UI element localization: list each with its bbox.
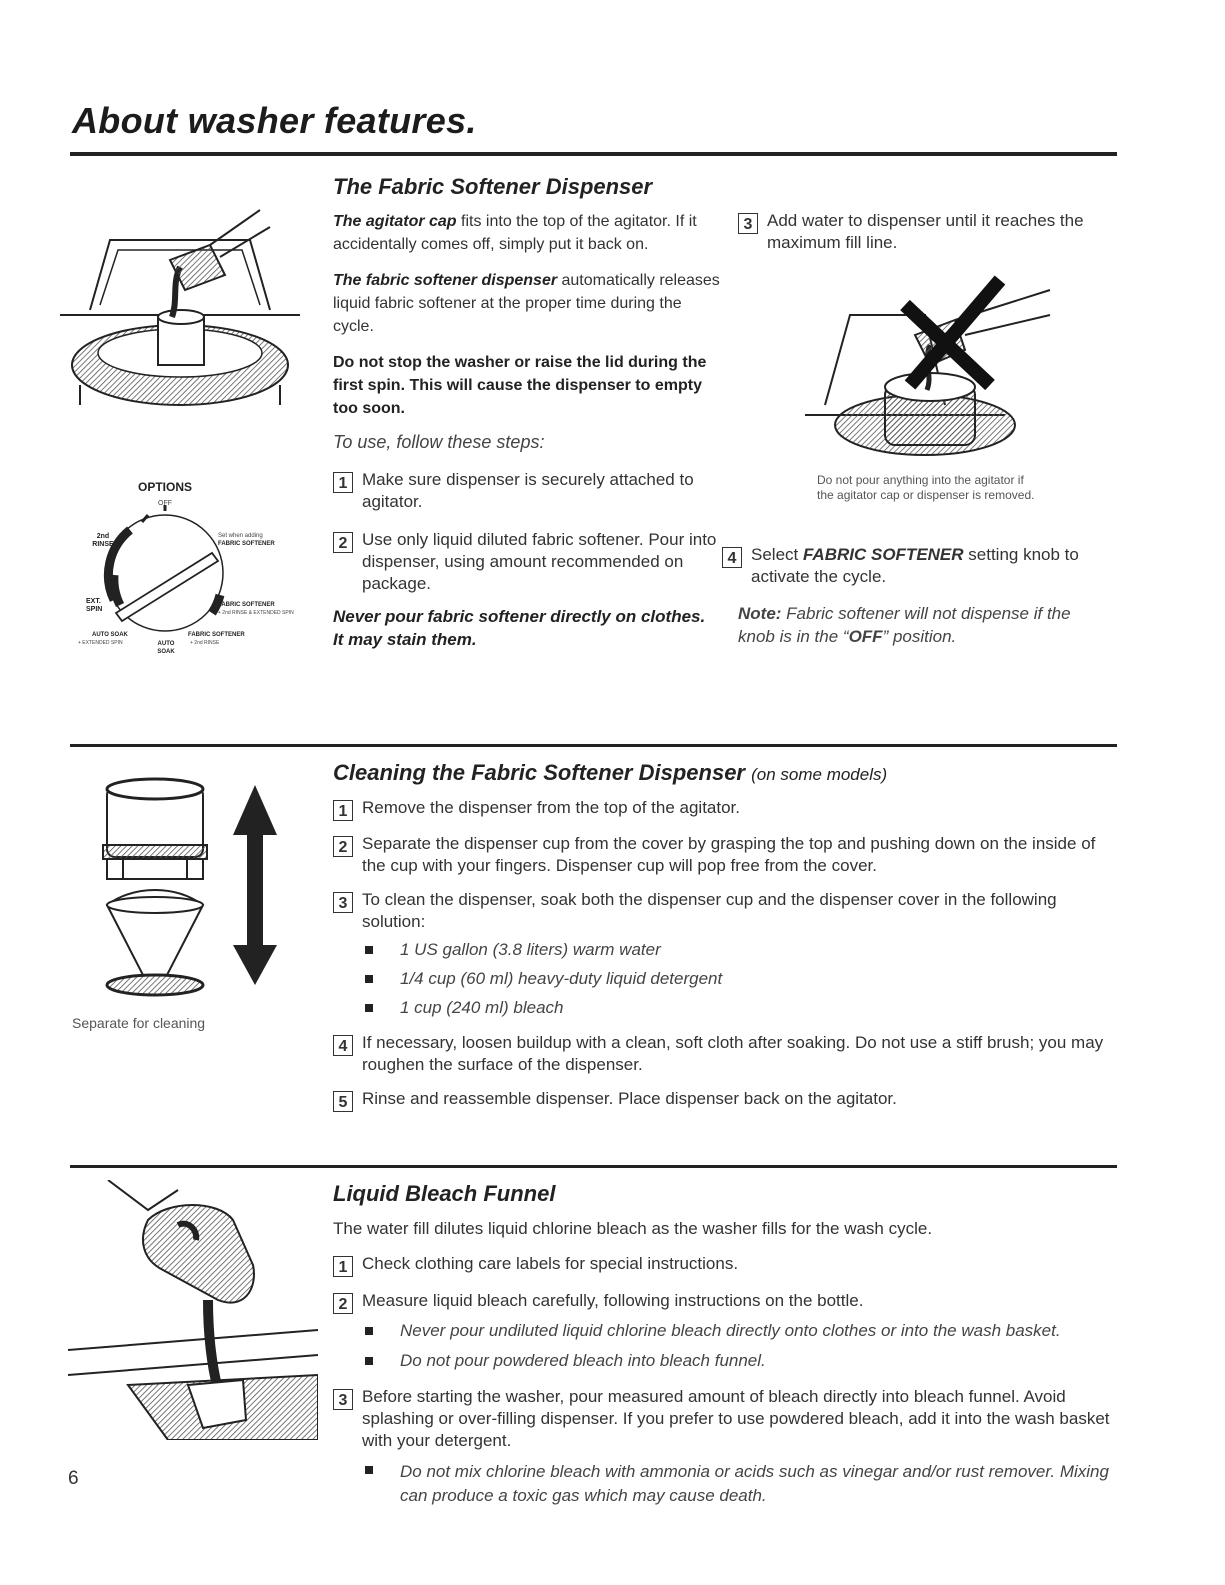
knob-auto-soak-left-label: AUTO SOAK	[92, 632, 128, 638]
knob-fs-bottom-sub: + 2nd RINSE	[190, 640, 220, 646]
fs-note-post: ” position.	[882, 627, 957, 646]
step-number: 1	[333, 1256, 353, 1277]
page-number: 6	[68, 1468, 79, 1489]
title-rule	[70, 152, 1117, 156]
never-pour-warning: Never pour fabric softener directly on clothes. It may stain them.	[333, 607, 706, 649]
fabric-softener-heading: The Fabric Softener Dispenser	[333, 174, 653, 199]
dispenser-term: The fabric softener dispenser	[333, 272, 558, 289]
knob-auto-soak-left-sub: + EXTENDED SPIN	[78, 640, 123, 646]
agitator-cap-paragraph	[333, 210, 723, 256]
bullet-square	[365, 1466, 373, 1474]
separate-dispenser-illustration	[95, 775, 285, 1005]
knob-dial	[100, 505, 230, 635]
clean-step-1-text: Remove the dispenser from the top of the agitator.	[362, 798, 740, 817]
clean-step-4	[333, 1032, 1108, 1076]
cleaning-heading-text: Cleaning the Fabric Softener Dispenser	[333, 760, 745, 785]
bleach-heading: Liquid Bleach Funnel	[333, 1181, 556, 1206]
solution-item	[365, 997, 1108, 1026]
step-number: 5	[333, 1091, 353, 1112]
bleach-caution-text: Do not pour powdered bleach into bleach funnel.	[400, 1351, 766, 1370]
options-label: OPTIONS	[138, 480, 193, 494]
no-pour-illustration	[805, 275, 1065, 465]
bullet-square	[365, 946, 373, 954]
first-spin-warning: Do not stop the washer or raise the lid during the first spin. This will cause the dispenser to empty too soon.	[333, 354, 707, 417]
bleach-caution-item	[365, 1320, 1113, 1350]
bullet-square	[365, 975, 373, 983]
fs-step-4-pre: Select	[751, 545, 803, 564]
solution-item-text: 1/4 cup (60 ml) heavy-duty liquid detergent	[400, 969, 723, 988]
step-number: 3	[333, 1389, 353, 1410]
fs-step-3	[738, 210, 1113, 254]
knob-fs-mid-label: FABRIC SOFTENER	[218, 602, 275, 608]
fs-step-2-text: Use only liquid diluted fabric softener. Pour into dispenser, using amount recommended on package.	[362, 530, 717, 593]
bleach-warning-text: Do not mix chlorine bleach with ammonia or acids such as vinegar and/or rust remover. Mixing can produce a toxic gas which may cause death.	[400, 1462, 1109, 1505]
step-number: 1	[333, 800, 353, 821]
knob-auto-soak-label: AUTO SOAK	[157, 641, 175, 655]
fs-step-1-text: Make sure dispenser is securely attached to agitator.	[362, 470, 694, 511]
clean-step-3-text: To clean the dispenser, soak both the dispenser cup and the dispenser cover in the following solution:	[362, 890, 1057, 931]
section-rule-1	[70, 744, 1117, 747]
section-rule-2	[70, 1165, 1117, 1168]
clean-step-5-text: Rinse and reassemble dispenser. Place dispenser back on the agitator.	[362, 1089, 897, 1108]
bullet-square	[365, 1004, 373, 1012]
fs-note-pre: Fabric softener will not dispense if the knob is in the “	[738, 604, 1071, 646]
bullet-square	[365, 1357, 373, 1365]
clean-step-2-text: Separate the dispenser cup from the cover by grasping the top and pushing down on the inside of the cup with your fingers. Dispenser cup will pop free from the cover.	[362, 834, 1096, 875]
bleach-caution-text: Never pour undiluted liquid chlorine bleach directly onto clothes or into the wash basket.	[400, 1321, 1061, 1340]
fs-step-1	[333, 469, 718, 513]
solution-item-text: 1 cup (240 ml) bleach	[400, 998, 564, 1017]
bleach-caution-item	[365, 1350, 1113, 1380]
bleach-warning-item	[365, 1460, 1113, 1508]
separate-caption: Separate for cleaning	[72, 1015, 206, 1031]
fs-step-4	[722, 544, 1107, 588]
fs-step-2	[333, 529, 718, 595]
clean-step-5	[333, 1088, 1108, 1112]
pour-softener-illustration	[60, 205, 300, 415]
clean-step-4-text: If necessary, loosen buildup with a clean, soft cloth after soaking. Do not use a stiff brush; you may roughen the surface of the dispenser.	[362, 1033, 1104, 1074]
fs-note	[738, 602, 1108, 648]
step-number: 1	[333, 472, 353, 493]
bleach-step-2	[333, 1290, 1113, 1314]
options-knob-illustration	[60, 480, 320, 670]
knob-ext-spin-label: EXT. SPIN	[86, 598, 103, 613]
solution-item	[365, 939, 1108, 968]
pour-bleach-illustration	[68, 1180, 318, 1440]
bleach-step-1	[333, 1253, 1113, 1277]
page-title: About washer features.	[72, 100, 477, 141]
bleach-step-3-text: Before starting the washer, pour measured amount of bleach directly into bleach funnel. Avoid splashing or over-filling dispenser. If you prefer to use powdered bleach, add it into the wash basket with your detergent.	[362, 1387, 1110, 1450]
knob-fs-mid-sub: + 2nd RINSE & EXTENDED SPIN	[218, 610, 294, 616]
solution-item-text: 1 US gallon (3.8 liters) warm water	[400, 940, 661, 959]
knob-rinse2-label: 2nd RINSE	[92, 533, 114, 548]
knob-set-when-label: Set when adding	[218, 533, 263, 539]
dispenser-text: automatically releases liquid fabric softener at the proper time during the cycle.	[333, 272, 720, 335]
bleach-step-2-text: Measure liquid bleach carefully, following instructions on the bottle.	[362, 1291, 864, 1310]
fs-note-label: Note:	[738, 604, 782, 623]
fs-step-3-text: Add water to dispenser until it reaches the maximum fill line.	[767, 211, 1084, 252]
fs-step-4-text	[751, 544, 1107, 588]
dispenser-paragraph	[333, 269, 723, 338]
fs-step-4-term: FABRIC SOFTENER	[802, 545, 964, 564]
clean-step-3	[333, 889, 1108, 933]
bullet-square	[365, 1327, 373, 1335]
bleach-intro: The water fill dilutes liquid chlorine bleach as the washer fills for the wash cycle.	[333, 1219, 933, 1238]
bleach-step-1-text: Check clothing care labels for special instructions.	[362, 1254, 739, 1273]
clean-step-2	[333, 833, 1108, 877]
cleaning-heading	[333, 760, 887, 786]
agitator-cap-text: fits into the top of the agitator. If it accidentally comes off, simply put it back on.	[333, 213, 697, 253]
step-number: 2	[333, 836, 353, 857]
fs-step-4-post: setting knob to activate the cycle.	[751, 545, 1079, 586]
step-number: 2	[333, 1293, 353, 1314]
steps-intro: To use, follow these steps:	[333, 432, 545, 452]
step-number: 4	[333, 1035, 353, 1056]
agitator-cap-term: The agitator cap	[333, 213, 457, 230]
clean-step-1	[333, 797, 1108, 821]
step-number: 3	[738, 213, 758, 234]
knob-fs-top-label: FABRIC SOFTENER	[218, 541, 275, 547]
step-number: 2	[333, 532, 353, 553]
step-number: 4	[722, 547, 742, 568]
cleaning-heading-note: (on some models)	[751, 765, 888, 784]
knob-fs-bottom-label: FABRIC SOFTENER	[188, 632, 245, 638]
bleach-step-3	[333, 1386, 1113, 1452]
knob-off-label: OFF	[158, 500, 172, 507]
step-number: 3	[333, 892, 353, 913]
fs-note-term: OFF	[848, 627, 883, 646]
solution-item	[365, 968, 1108, 997]
no-pour-caption: Do not pour anything into the agitator if the agitator cap or dispenser is removed.	[817, 473, 1035, 502]
